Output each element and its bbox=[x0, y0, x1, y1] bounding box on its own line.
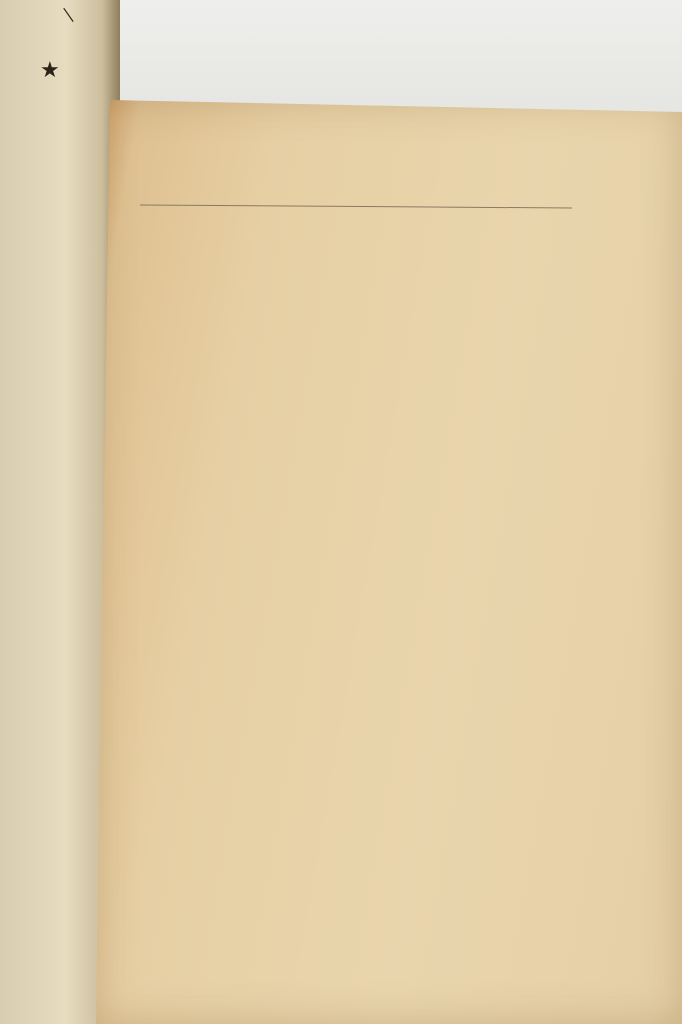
star-mark-icon: ★ bbox=[40, 58, 60, 83]
right-page bbox=[96, 100, 682, 1024]
left-page-text bbox=[0, 67, 120, 89]
left-page-top-fragment: — bbox=[55, 1, 83, 28]
